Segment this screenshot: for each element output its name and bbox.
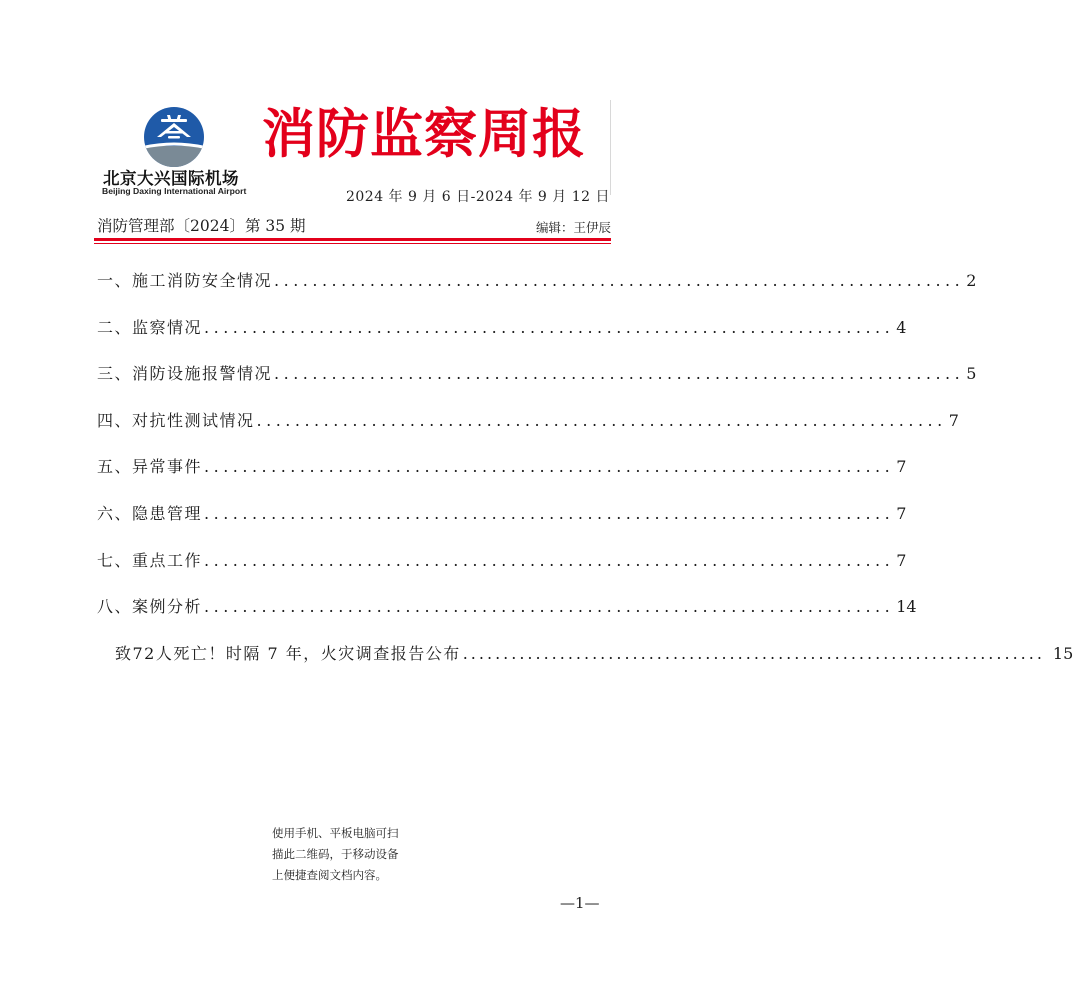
toc-page-number: 7 <box>948 410 959 430</box>
toc-leader-dots: ........................................................................ <box>204 550 895 570</box>
toc-leader-dots: ........................................................................ <box>256 410 947 430</box>
airport-name-cn: 北京大兴国际机场 <box>103 169 239 188</box>
toc-leader-dots: ........................................................................ <box>274 271 965 290</box>
toc-page-number: 15 <box>1052 643 1073 663</box>
qr-note-line: 使用手机、平板电脑可扫 <box>272 826 399 840</box>
toc-item-hazard-management[interactable] <box>97 501 907 548</box>
toc-item-inspection[interactable] <box>97 315 907 362</box>
header-rule-thick <box>94 238 611 241</box>
toc-item-fire-report[interactable] <box>97 641 1073 688</box>
toc-leader-dots: ........................................................................ <box>204 597 895 617</box>
toc-page-number: 5 <box>966 364 977 384</box>
toc-page-number: 7 <box>896 457 907 477</box>
editor-credit: 编辑：王伊辰 <box>535 220 611 235</box>
toc-item-abnormal-events[interactable] <box>97 454 907 501</box>
qr-code-note <box>272 823 399 886</box>
toc-item-label: 六、隐患管理 <box>97 503 203 523</box>
airport-name-en: Beijing Daxing International Airport <box>102 186 247 196</box>
airport-logo-icon <box>143 106 205 168</box>
toc-page-number: 14 <box>896 597 917 617</box>
toc-page-number: 4 <box>896 317 907 337</box>
toc-item-label: 七、重点工作 <box>97 550 203 570</box>
toc-page-number: 2 <box>966 271 977 290</box>
toc-item-construction-fire-safety[interactable] <box>97 268 977 315</box>
toc-item-label: 四、对抗性测试情况 <box>97 410 255 430</box>
toc-item-case-analysis[interactable] <box>97 594 917 641</box>
qr-note-line: 上便捷查阅文档内容。 <box>272 868 387 882</box>
table-of-contents <box>97 268 1073 687</box>
toc-item-fire-alarm[interactable] <box>97 361 977 408</box>
title-divider <box>610 100 611 195</box>
toc-page-number: 7 <box>896 503 907 523</box>
issue-number: 消防管理部〔2024〕第 35 期 <box>97 217 306 235</box>
toc-item-label: 一、施工消防安全情况 <box>97 271 273 290</box>
report-title: 消防监察周报 <box>262 103 586 165</box>
toc-item-label: 二、监察情况 <box>97 317 203 337</box>
toc-item-label: 致72人死亡！时隔 7 年，火灾调查报告公布 <box>115 643 461 663</box>
toc-leader-dots: ........................................................................ <box>204 457 895 477</box>
toc-item-label: 五、异常事件 <box>97 457 203 477</box>
page-number: —1— <box>560 894 600 912</box>
toc-page-number: 7 <box>896 550 907 570</box>
toc-item-adversarial-test[interactable] <box>97 408 959 455</box>
toc-leader-dots: ........................................................................ <box>204 317 895 337</box>
qr-note-line: 描此二维码，于移动设备 <box>272 847 399 861</box>
header-rule-thin <box>94 243 611 244</box>
toc-leader-dots: ........................................................................ <box>274 364 965 384</box>
toc-item-label: 八、案例分析 <box>97 597 203 617</box>
toc-leader-dots: ........................................................................ <box>204 503 895 523</box>
toc-leader-dots: ........................................................................ <box>462 643 1045 663</box>
date-range: 2024 年 9 月 6 日-2024 年 9 月 12 日 <box>345 189 610 205</box>
toc-item-label: 三、消防设施报警情况 <box>97 364 273 384</box>
toc-item-key-work[interactable] <box>97 548 907 595</box>
